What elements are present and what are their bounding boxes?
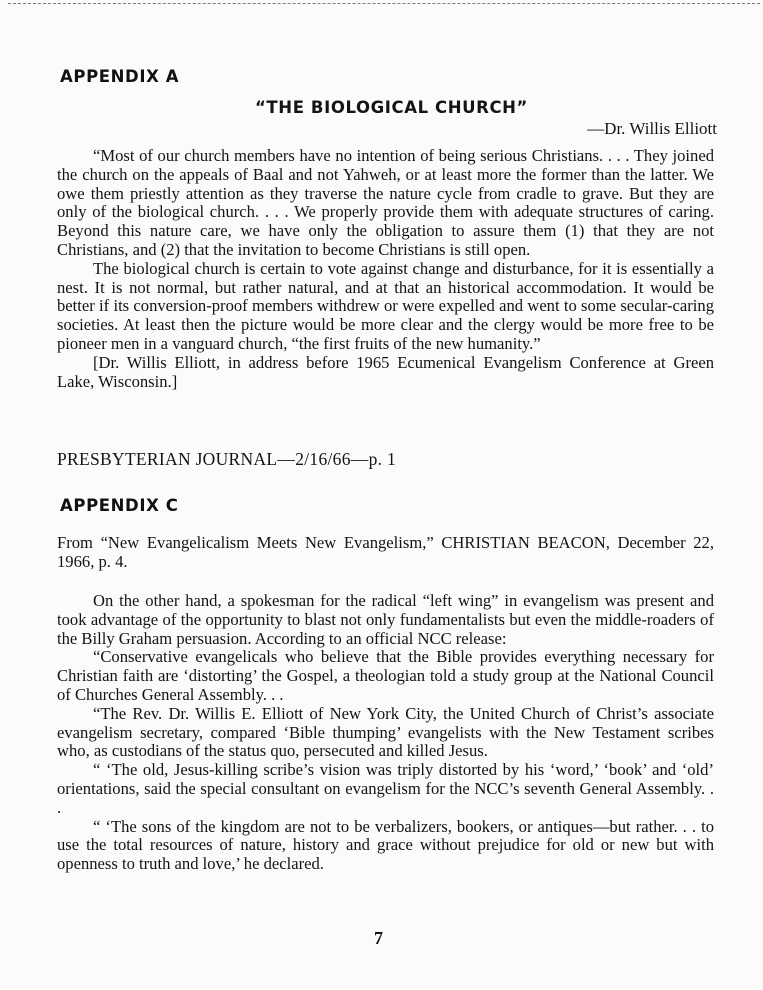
appendix-c-heading: APPENDIX C — [60, 496, 179, 515]
appendix-c-body — [57, 592, 714, 874]
appendix-a-source: PRESBYTERIAN JOURNAL—2/16/66—p. 1 — [57, 449, 397, 469]
appendix-a-body — [57, 147, 714, 391]
appendix-c-citation: From “New Evangelicalism Meets New Evangelism,” CHRISTIAN BEACON, December 22, 1966, p. 4. — [57, 533, 714, 571]
paragraph: “Most of our church members have no intention of being serious Christians. . . . They joined the church on the appeals of Baal and not Yahweh, or at least more the former than the latter. We owe them priestly attention as they traverse the nature cycle from cradle to grave. But they are only of the biological church. . . . We properly provide them with adequate structures of caring. Beyond this nature care, we have only the obligation to assure them (1) that they are not Christians, and (2) that the invitation to become Christians is still open. — [57, 146, 714, 259]
appendix-a-title: “THE BIOLOGICAL CHURCH” — [254, 98, 529, 117]
paragraph: On the other hand, a spokesman for the radical “left wing” in evangelism was present and took advantage of the opportunity to blast not only fundamentalists but even the middle-roaders of the Billy Graham persuasion. According to an official NCC release: — [57, 591, 714, 648]
appendix-c-citation-block — [57, 534, 714, 572]
top-dashed-rule — [8, 3, 760, 4]
appendix-a-heading: APPENDIX A — [60, 67, 180, 86]
paragraph: “ ‘The sons of the kingdom are not to be verbalizers, bookers, or antiques—but rather. . . to use the total resources of nature, history and grace without prejudice for old or new but with openness to truth and love,’ he declared. — [57, 816, 714, 874]
paragraph: “Conservative evangelicals who believe that the Bible provides everything necessary for Christian faith are ‘distorting’ the Gospel, a theologian told a study group at the National Council of Churches General Assembly. . . — [57, 647, 714, 704]
paragraph: “ ‘The old, Jesus-killing scribe’s vision was triply distorted by his ‘word,’ ‘book’ and ‘old’ orientations, said the special consultant on evangelism for the NCC’s seventh General Assembly. . . — [57, 760, 714, 817]
paragraph: [Dr. Willis Elliott, in address before 1965 Ecumenical Evangelism Conference at Green Lake, Wisconsin.] — [57, 352, 714, 391]
paragraph: The biological church is certain to vote against change and disturbance, for it is essentially a nest. It is not normal, but rather natural, and at that an historical accommodation. It would be better if its conversion-proof members withdrew or were expelled and went to some secular-caring societies. At least then the picture would be more clear and the clergy would be more free to be pioneer men in a vanguard church, “the first fruits of the new humanity.” — [57, 258, 714, 353]
page-number: 7 — [374, 928, 383, 948]
appendix-a-author: —Dr. Willis Elliott — [587, 119, 717, 138]
paragraph: “The Rev. Dr. Willis E. Elliott of New York City, the United Church of Christ’s associate evangelism secretary, compared ‘Bible thumping’ evangelists with the New Testament scribes who, as custodians of the status quo, persecuted and killed Jesus. — [57, 703, 714, 761]
